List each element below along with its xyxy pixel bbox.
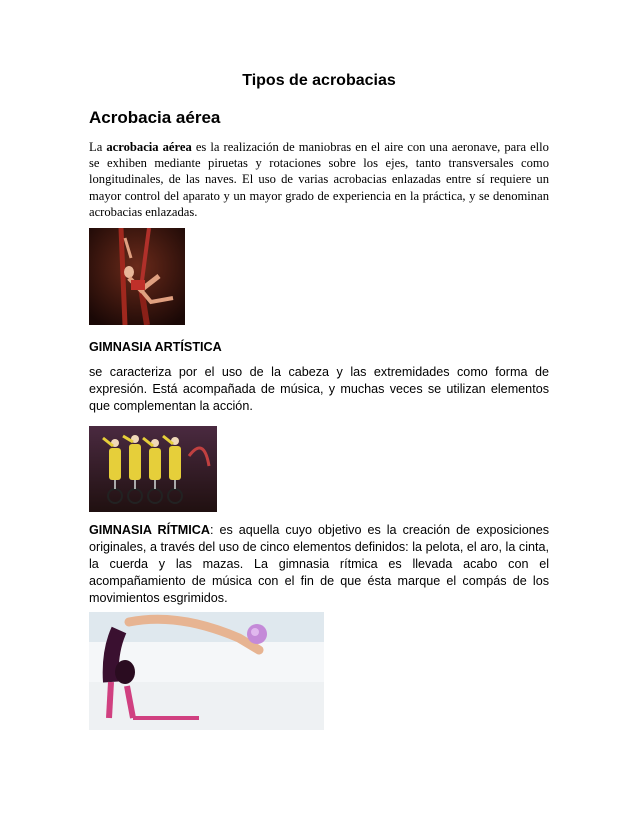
- document-title: Tipos de acrobacias: [242, 72, 396, 89]
- paragraph-gimnasia-ritmica: [89, 522, 549, 607]
- bold-term-gimnasia-ritmica: GIMNASIA RÍTMICA: [89, 523, 210, 537]
- paragraph-body: es la realización de maniobras en el aire con una aeronave, para ello se exhiben mediante piruetas y rotaciones sobre los ejes, tanto transversales como longitudinales, de las naves. El uso de varias acrobacias enlazadas entre sí requiere un mayor control del aparato y un mayor grado de experiencia en la práctica, y se denominan acrobacias enlazadas.: [89, 140, 549, 219]
- bold-term-acrobacia-aerea: acrobacia aérea: [106, 140, 192, 154]
- aerial-acrobat-photo: [89, 228, 185, 325]
- paragraph-body: : es aquella cuyo objetivo es la creación de exposiciones originales, a través del uso de cinco elementos definidos: la pelota, el aro, la cinta, la cuerda y las mazas. La gimnasia rítmica es llevada acabo con el acompañamiento de música con el fin de que ésta marque el compás de los movimientos esgrimidos.: [89, 523, 550, 605]
- paragraph-acrobacia-aerea: [89, 139, 549, 220]
- unicycle-acrobats-photo: [89, 426, 217, 512]
- section-heading-gimnasia-artistica: GIMNASIA ARTÍSTICA: [89, 340, 222, 354]
- paragraph-gimnasia-artistica: se caracteriza por el uso de la cabeza y las extremidades como forma de expresión. Está acompañada de música, y muchas veces se utilizan elementos que complementan la acción.: [89, 365, 549, 413]
- paragraph-prefix: La: [89, 140, 107, 154]
- section-heading-acrobacia-aerea: Acrobacia aérea: [89, 108, 221, 127]
- rhythmic-gymnast-photo: [89, 612, 324, 730]
